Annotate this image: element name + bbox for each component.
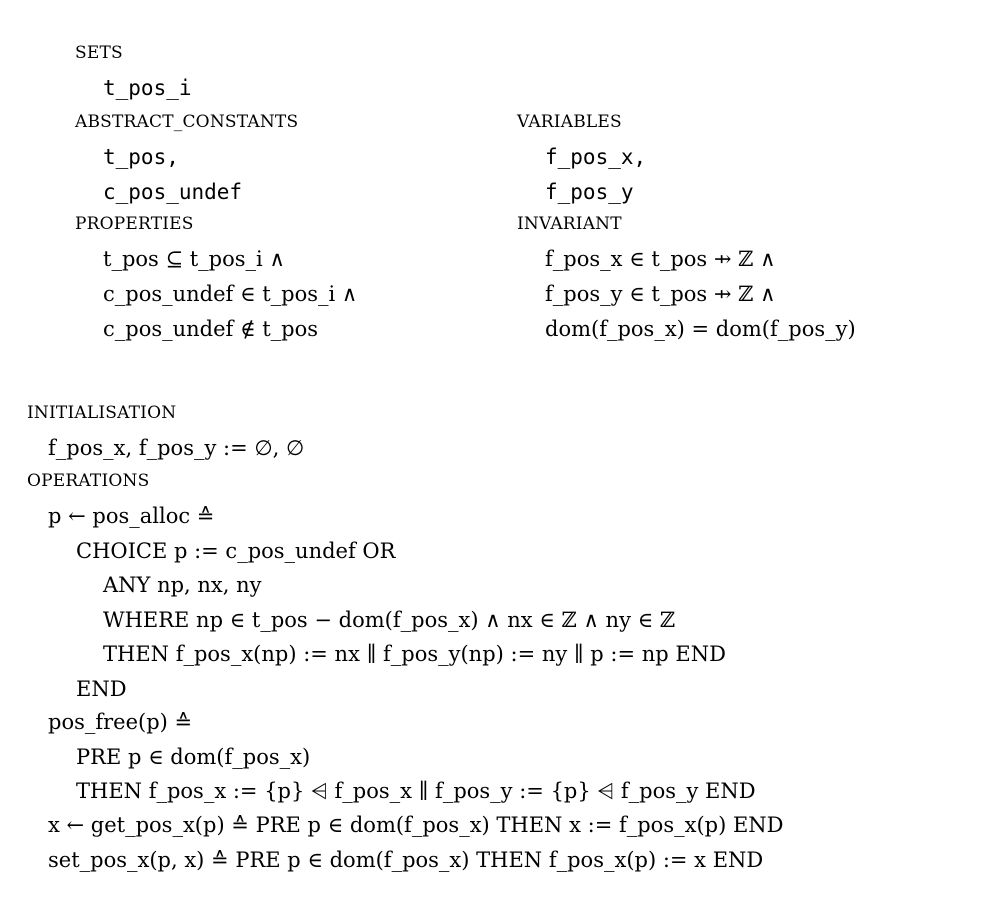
variable-f-pos-x: f_pos_x,: [545, 145, 647, 169]
invariant-line-1: f_pos_x ∈ t_pos ⇸ ℤ ∧: [545, 247, 776, 271]
invariant-line-2: f_pos_y ∈ t_pos ⇸ ℤ ∧: [545, 282, 776, 306]
op-set-pos-x: set_pos_x(p, x) ≙ PRE p ∈ dom(f_pos_x) THEN f_pos_x(p) := x END: [48, 848, 764, 872]
invariant-line-3: dom(f_pos_x) = dom(f_pos_y): [545, 317, 856, 341]
variables-header: VARIABLES: [517, 112, 622, 132]
op-pos-alloc-choice: CHOICE p := c_pos_undef OR: [76, 539, 396, 563]
op-pos-alloc-signature: p ← pos_alloc ≙: [48, 504, 215, 528]
op-pos-alloc-any: ANY np, nx, ny: [103, 573, 262, 597]
sets-header: SETS: [75, 43, 123, 63]
variable-f-pos-y: f_pos_y: [545, 180, 634, 204]
initialisation-statement: f_pos_x, f_pos_y := ∅, ∅: [48, 436, 305, 460]
property-line-1: t_pos ⊆ t_pos_i ∧: [103, 247, 285, 271]
op-pos-free-pre: PRE p ∈ dom(f_pos_x): [76, 745, 311, 769]
constant-t-pos: t_pos,: [103, 145, 179, 169]
op-pos-free-signature: pos_free(p) ≙: [48, 710, 193, 734]
properties-header: PROPERTIES: [75, 214, 194, 234]
op-get-pos-x: x ← get_pos_x(p) ≙ PRE p ∈ dom(f_pos_x) THEN x := f_pos_x(p) END: [48, 813, 784, 837]
constant-c-pos-undef: c_pos_undef: [103, 180, 243, 204]
invariant-header: INVARIANT: [517, 214, 622, 234]
initialisation-header: INITIALISATION: [27, 403, 177, 423]
operations-header: OPERATIONS: [27, 471, 150, 491]
op-pos-alloc-end: END: [76, 677, 127, 701]
op-pos-alloc-where: WHERE np ∈ t_pos − dom(f_pos_x) ∧ nx ∈ ℤ ∧ ny ∈ ℤ: [103, 608, 676, 632]
abstract-constants-header: ABSTRACT_CONSTANTS: [75, 112, 299, 132]
set-t-pos-i: t_pos_i: [103, 76, 192, 100]
property-line-2: c_pos_undef ∈ t_pos_i ∧: [103, 282, 358, 306]
op-pos-free-then: THEN f_pos_x := {p} ⩤ f_pos_x ∥ f_pos_y := {p} ⩤ f_pos_y END: [76, 779, 756, 803]
property-line-3: c_pos_undef ∉ t_pos: [103, 317, 319, 341]
op-pos-alloc-then: THEN f_pos_x(np) := nx ∥ f_pos_y(np) := ny ∥ p := np END: [103, 642, 726, 666]
